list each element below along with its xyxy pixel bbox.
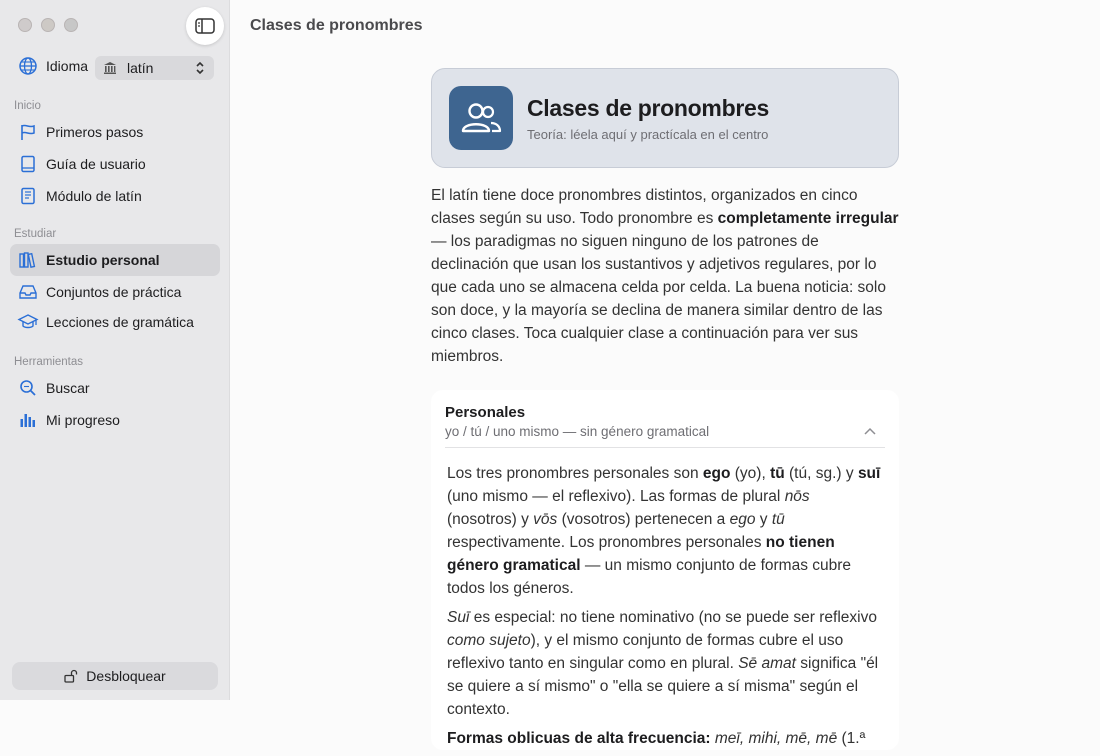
temple-icon <box>103 61 117 75</box>
text: es especial: no tiene nominativo (no se puede ser reflexivo <box>469 609 877 626</box>
emphasis: como sujeto <box>447 632 531 649</box>
sidebar-item-label: Conjuntos de práctica <box>46 284 182 300</box>
sidebar-item-label: Primeros pasos <box>46 124 144 140</box>
intro-text: — los paradigmas no siguen ninguno de los patrones de declinación que usan los sustantivos y adjetivos regulares, por lo que cada uno se almacena celda por celda. La buena noticia: solo son doce, y la mayoría se declina de manera similar dentro de las cinco clases. Toca cualquier clase a continuación para ver sus miembros. <box>431 233 886 365</box>
sidebar-item-label: Guía de usuario <box>46 156 146 172</box>
card-title: Personales <box>445 404 526 421</box>
term: ego <box>729 511 756 528</box>
books-icon <box>18 250 38 270</box>
unlock-button[interactable] <box>12 662 218 690</box>
card-paragraph <box>447 462 883 600</box>
text: respectivamente. Los pronombres personales <box>447 534 766 551</box>
text: — un mismo conjunto de formas cubre todos los géneros. <box>447 557 852 597</box>
sidebar <box>0 0 230 700</box>
sidebar-item-modulo-de-latin[interactable] <box>10 180 220 212</box>
example: Sē amat <box>738 655 796 672</box>
card-paragraph <box>447 606 883 721</box>
sidebar-item-conjuntos-de-practica[interactable] <box>10 276 220 308</box>
text: (1.ª <box>837 730 866 747</box>
term: suī <box>857 465 881 482</box>
sidebar-toggle-icon <box>195 18 215 34</box>
hero-card <box>431 68 899 168</box>
card-header[interactable] <box>445 404 885 448</box>
language-row <box>18 56 88 76</box>
globe-icon <box>18 56 38 76</box>
sidebar-item-label: Estudio personal <box>46 252 160 268</box>
section-header-inicio: Inicio <box>14 100 41 112</box>
text: ), y el mismo conjunto de formas cubre el uso reflexivo tanto en singular como en plural. <box>447 632 844 672</box>
forms: meī, mihi, mē, mē <box>710 730 838 747</box>
sidebar-item-label: Buscar <box>46 380 90 396</box>
hero-subtitle: Teoría: léela aquí y practícala en el centro <box>527 126 769 142</box>
text: (uno mismo — el reflexivo). Las formas de plural <box>447 488 785 505</box>
sidebar-item-primeros-pasos[interactable] <box>10 116 220 148</box>
text: (nosotros) y <box>447 511 534 528</box>
section-header-estudiar: Estudiar <box>14 228 57 240</box>
term: nōs <box>784 488 810 505</box>
sidebar-item-label: Módulo de latín <box>46 188 142 204</box>
language-label: Idioma <box>46 58 89 74</box>
tray-icon <box>18 282 38 302</box>
emphasis: no tienen género gramatical <box>447 534 835 574</box>
close-window-button[interactable] <box>18 18 32 32</box>
unlock-icon <box>64 669 78 683</box>
intro-paragraph <box>431 184 899 368</box>
sidebar-item-guia-de-usuario[interactable] <box>10 148 220 180</box>
window-controls <box>18 18 78 32</box>
language-select[interactable] <box>95 56 214 80</box>
term: tū <box>771 511 785 528</box>
sidebar-item-mi-progreso[interactable] <box>10 404 220 436</box>
graduation-cap-icon <box>18 312 38 332</box>
minimize-window-button[interactable] <box>41 18 55 32</box>
page-title: Clases de pronombres <box>250 17 423 34</box>
sidebar-item-label: Lecciones de gramática <box>46 314 194 330</box>
people-icon <box>459 101 503 135</box>
language-value: latín <box>127 60 154 76</box>
term: tū <box>770 465 785 482</box>
chevron-up-down-icon <box>194 60 206 76</box>
hero-text <box>527 95 769 142</box>
text: y <box>755 511 772 528</box>
term: ego <box>702 465 731 482</box>
text: (yo), <box>730 465 771 482</box>
chevron-up-icon[interactable] <box>863 426 877 436</box>
hero-icon-tile <box>449 86 513 150</box>
text: Los tres pronombres personales son <box>447 465 703 482</box>
section-header-herramientas: Herramientas <box>14 356 84 368</box>
intro-bold: completamente irregular <box>717 210 899 227</box>
card-paragraph <box>447 727 883 750</box>
content-column <box>431 68 899 756</box>
term: vōs <box>533 511 558 528</box>
term: Suī <box>447 609 470 626</box>
text: (tú, sg.) y <box>784 465 858 482</box>
toggle-sidebar-button[interactable] <box>186 7 224 45</box>
hero-title: Clases de pronombres <box>527 94 769 121</box>
main-pane <box>231 0 1100 747</box>
card-subtitle: yo / tú / uno mismo — sin género gramatical <box>445 424 710 439</box>
text: (vosotros) pertenecen a <box>557 511 730 528</box>
zoom-window-button[interactable] <box>64 18 78 32</box>
sidebar-item-lecciones-de-gramatica[interactable] <box>10 306 220 338</box>
sidebar-item-label: Mi progreso <box>46 412 120 428</box>
pronoun-class-card <box>431 390 899 750</box>
bar-chart-icon <box>18 410 38 430</box>
intro-text: El latín tiene doce pronombres distintos, organizados en cinco clases según su uso. Todo pronombre es <box>431 187 858 227</box>
search-icon <box>18 378 38 398</box>
unlock-label: Desbloquear <box>86 668 166 684</box>
module-book-icon <box>18 186 38 206</box>
sidebar-item-buscar[interactable] <box>10 372 220 404</box>
book-icon <box>18 154 38 174</box>
sidebar-item-estudio-personal[interactable] <box>10 244 220 276</box>
text: significa "él se quiere a sí mismo" o "ella se quiere a sí misma" según el contexto. <box>447 655 879 718</box>
flag-icon <box>18 122 38 142</box>
card-body <box>445 448 885 750</box>
label: Formas oblicuas de alta frecuencia: <box>447 730 711 747</box>
